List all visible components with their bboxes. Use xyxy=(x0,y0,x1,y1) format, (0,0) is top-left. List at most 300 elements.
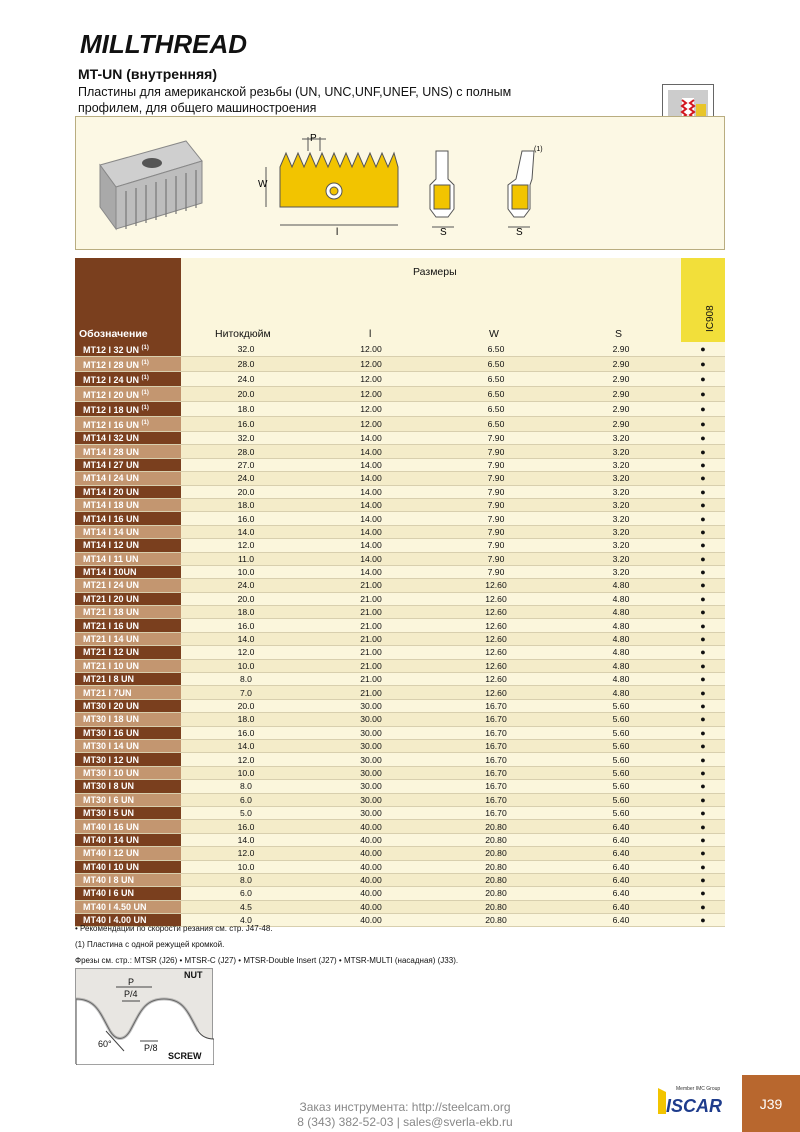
s-cell: 4.80 xyxy=(561,686,681,699)
w-cell: 20.80 xyxy=(431,860,561,873)
tpi-cell: 20.0 xyxy=(181,387,311,402)
s-cell: 4.80 xyxy=(561,673,681,686)
designation-cell: MT40 I 8 UN xyxy=(75,873,181,886)
designation-cell: MT30 I 10 UN xyxy=(75,766,181,779)
designation-cell: MT14 I 10UN xyxy=(75,565,181,578)
l-cell: 30.00 xyxy=(311,766,431,779)
tpi-cell: 27.0 xyxy=(181,458,311,471)
tpi-cell: 4.0 xyxy=(181,914,311,927)
iscar-logo xyxy=(654,1082,734,1118)
tpi-cell: 5.0 xyxy=(181,806,311,819)
s-cell: 5.60 xyxy=(561,713,681,726)
tpi-cell: 12.0 xyxy=(181,646,311,659)
designation-cell: MT14 I 18 UN xyxy=(75,498,181,511)
s-cell: 2.90 xyxy=(561,342,681,357)
table-row xyxy=(75,753,725,766)
s-cell: 3.20 xyxy=(561,472,681,485)
w-cell: 7.90 xyxy=(431,565,561,578)
table-row xyxy=(75,766,725,779)
designation-cell: MT12 I 32 UN $^{(1)}$ xyxy=(75,342,181,357)
tpi-cell: 8.0 xyxy=(181,673,311,686)
table-row xyxy=(75,900,725,913)
grade-cell: ● xyxy=(681,458,725,471)
grade-cell: ● xyxy=(681,387,725,402)
w-cell: 7.90 xyxy=(431,472,561,485)
w-cell: 7.90 xyxy=(431,512,561,525)
designation-cell: MT30 I 14 UN xyxy=(75,739,181,752)
table-row xyxy=(75,525,725,538)
s-cell: 2.90 xyxy=(561,402,681,417)
tpi-cell: 18.0 xyxy=(181,498,311,511)
inserts-table xyxy=(75,258,725,927)
l-cell: 21.00 xyxy=(311,592,431,605)
l-cell: 14.00 xyxy=(311,498,431,511)
table-row xyxy=(75,565,725,578)
s-cell: 4.80 xyxy=(561,606,681,619)
w-cell: 20.80 xyxy=(431,887,561,900)
tpi-cell: 18.0 xyxy=(181,402,311,417)
footnotes xyxy=(75,922,458,970)
l-cell: 21.00 xyxy=(311,632,431,645)
designation-cell: MT21 I 18 UN xyxy=(75,606,181,619)
col-l: l xyxy=(369,328,372,340)
l-cell: 14.00 xyxy=(311,539,431,552)
designation-cell: MT30 I 20 UN xyxy=(75,699,181,712)
l-cell: 12.00 xyxy=(311,342,431,357)
s-cell: 5.60 xyxy=(561,766,681,779)
grade-cell: ● xyxy=(681,673,725,686)
s-cell: 2.90 xyxy=(561,387,681,402)
w-cell: 20.80 xyxy=(431,873,561,886)
grade-cell: ● xyxy=(681,552,725,565)
s-cell: 3.20 xyxy=(561,539,681,552)
l-cell: 40.00 xyxy=(311,914,431,927)
grade-cell: ● xyxy=(681,565,725,578)
designation-cell: MT14 I 14 UN xyxy=(75,525,181,538)
designation-cell: MT14 I 32 UN xyxy=(75,432,181,445)
l-cell: 14.00 xyxy=(311,445,431,458)
l-cell: 21.00 xyxy=(311,606,431,619)
designation-cell: MT21 I 12 UN xyxy=(75,646,181,659)
s-cell: 2.90 xyxy=(561,372,681,387)
designation-cell: MT12 I 20 UN $^{(1)}$ xyxy=(75,387,181,402)
table-row xyxy=(75,833,725,846)
table-row xyxy=(75,873,725,886)
l-cell: 12.00 xyxy=(311,417,431,432)
l-cell: 30.00 xyxy=(311,699,431,712)
tpi-cell: 8.0 xyxy=(181,873,311,886)
grade-cell: ● xyxy=(681,860,725,873)
grade-cell: ● xyxy=(681,753,725,766)
s-cell: 5.60 xyxy=(561,699,681,712)
s-cell: 4.80 xyxy=(561,646,681,659)
grade-cell: ● xyxy=(681,342,725,357)
table-row xyxy=(75,387,725,402)
l-cell: 14.00 xyxy=(311,432,431,445)
w-cell: 12.60 xyxy=(431,686,561,699)
grade-cell: ● xyxy=(681,498,725,511)
w-cell: 20.80 xyxy=(431,914,561,927)
iscar-name-text: ISCAR xyxy=(666,1096,723,1116)
profile-label-nut: NUT xyxy=(184,970,203,980)
w-cell: 12.60 xyxy=(431,619,561,632)
designation-cell: MT21 I 20 UN xyxy=(75,592,181,605)
dim-label-s1: S xyxy=(440,227,447,238)
l-cell: 12.00 xyxy=(311,387,431,402)
grade-cell: ● xyxy=(681,847,725,860)
s-cell: 3.20 xyxy=(561,445,681,458)
footnote-marker: (1) xyxy=(141,390,149,396)
l-cell: 40.00 xyxy=(311,833,431,846)
l-cell: 30.00 xyxy=(311,806,431,819)
s-cell: 3.20 xyxy=(561,565,681,578)
designation-cell: MT14 I 20 UN xyxy=(75,485,181,498)
grade-cell: ● xyxy=(681,357,725,372)
s-cell: 3.20 xyxy=(561,458,681,471)
single-edge-note: (1) xyxy=(534,146,543,153)
page-footer xyxy=(250,1100,560,1130)
l-cell: 40.00 xyxy=(311,847,431,860)
w-cell: 12.60 xyxy=(431,579,561,592)
s-cell: 6.40 xyxy=(561,887,681,900)
table-row xyxy=(75,739,725,752)
table-row xyxy=(75,726,725,739)
table-row xyxy=(75,445,725,458)
table-body xyxy=(75,342,725,927)
designation-cell: MT12 I 18 UN $^{(1)}$ xyxy=(75,402,181,417)
tpi-cell: 12.0 xyxy=(181,847,311,860)
designation-cell: MT14 I 24 UN xyxy=(75,472,181,485)
designation-cell: MT40 I 14 UN xyxy=(75,833,181,846)
table-row xyxy=(75,357,725,372)
w-cell: 7.90 xyxy=(431,458,561,471)
table-row xyxy=(75,432,725,445)
designation-cell: MT30 I 12 UN xyxy=(75,753,181,766)
w-cell: 7.90 xyxy=(431,432,561,445)
w-cell: 12.60 xyxy=(431,632,561,645)
profile-label-angle: 60° xyxy=(98,1039,112,1049)
designation-cell: MT21 I 24 UN xyxy=(75,579,181,592)
w-cell: 16.70 xyxy=(431,753,561,766)
grade-cell: ● xyxy=(681,512,725,525)
dim-label-s2: S xyxy=(516,227,523,238)
grade-cell: ● xyxy=(681,402,725,417)
tpi-cell: 20.0 xyxy=(181,485,311,498)
l-cell: 21.00 xyxy=(311,619,431,632)
grade-cell: ● xyxy=(681,632,725,645)
designation-cell: MT40 I 4.00 UN xyxy=(75,914,181,927)
table-row xyxy=(75,860,725,873)
tpi-cell: 32.0 xyxy=(181,432,311,445)
designation-cell: MT12 I 24 UN $^{(1)}$ xyxy=(75,372,181,387)
page-number: J39 xyxy=(759,1096,783,1112)
s-cell: 6.40 xyxy=(561,900,681,913)
w-cell: 7.90 xyxy=(431,525,561,538)
grade-cell: ● xyxy=(681,592,725,605)
grade-cell: ● xyxy=(681,793,725,806)
grade-cell: ● xyxy=(681,713,725,726)
table-row xyxy=(75,659,725,672)
designation-cell: MT40 I 16 UN xyxy=(75,820,181,833)
tpi-cell: 14.0 xyxy=(181,525,311,538)
footnote-marker: (1) xyxy=(141,405,149,411)
w-cell: 16.70 xyxy=(431,699,561,712)
tpi-cell: 10.0 xyxy=(181,565,311,578)
grade-cell: ● xyxy=(681,780,725,793)
grade-cell: ● xyxy=(681,659,725,672)
grade-cell: ● xyxy=(681,432,725,445)
l-cell: 21.00 xyxy=(311,686,431,699)
grade-cell: ● xyxy=(681,619,725,632)
table-row xyxy=(75,673,725,686)
s-cell: 6.40 xyxy=(561,833,681,846)
designation-cell: MT40 I 12 UN xyxy=(75,847,181,860)
tpi-cell: 6.0 xyxy=(181,793,311,806)
s-cell: 3.20 xyxy=(561,432,681,445)
w-cell: 16.70 xyxy=(431,766,561,779)
tpi-cell: 12.0 xyxy=(181,753,311,766)
l-cell: 14.00 xyxy=(311,485,431,498)
page-title: MT-UN (внутренняя) xyxy=(78,66,218,82)
w-cell: 12.60 xyxy=(431,659,561,672)
l-cell: 12.00 xyxy=(311,357,431,372)
tpi-cell: 28.0 xyxy=(181,357,311,372)
w-cell: 7.90 xyxy=(431,552,561,565)
s-cell: 3.20 xyxy=(561,498,681,511)
dim-label-l: l xyxy=(336,227,339,238)
insert-side-view xyxy=(430,151,454,227)
w-cell: 7.90 xyxy=(431,498,561,511)
grade-cell: ● xyxy=(681,820,725,833)
designation-cell: MT30 I 8 UN xyxy=(75,780,181,793)
profile-label-screw: SCREW xyxy=(168,1051,202,1061)
col-tpi: Нитокдюйм xyxy=(215,328,271,340)
w-cell: 6.50 xyxy=(431,417,561,432)
grade-cell: ● xyxy=(681,766,725,779)
note-cutting-speed: • Рекомендации по скорости резания см. стр. J47-48. xyxy=(75,924,273,933)
profile-label-p4: P/4 xyxy=(124,989,138,999)
w-cell: 16.70 xyxy=(431,713,561,726)
tpi-cell: 12.0 xyxy=(181,539,311,552)
note-single-edge: (1) Пластина с одной режущей кромкой. xyxy=(75,940,225,949)
table-row xyxy=(75,498,725,511)
table-row xyxy=(75,847,725,860)
tpi-cell: 10.0 xyxy=(181,766,311,779)
grade-cell: ● xyxy=(681,646,725,659)
footer-contacts[interactable]: 8 (343) 382-52-03 | sales@sverla-ekb.ru xyxy=(297,1115,513,1129)
w-cell: 16.70 xyxy=(431,739,561,752)
insert-drawing-panel xyxy=(75,116,725,250)
s-cell: 4.80 xyxy=(561,579,681,592)
w-cell: 6.50 xyxy=(431,387,561,402)
w-cell: 6.50 xyxy=(431,357,561,372)
tpi-cell: 16.0 xyxy=(181,512,311,525)
footer-order-link[interactable]: Заказ инструмента: http://steelcam.org xyxy=(299,1100,511,1114)
l-cell: 21.00 xyxy=(311,673,431,686)
tpi-cell: 7.0 xyxy=(181,686,311,699)
tpi-cell: 14.0 xyxy=(181,632,311,645)
l-cell: 12.00 xyxy=(311,402,431,417)
l-cell: 30.00 xyxy=(311,713,431,726)
s-cell: 4.80 xyxy=(561,592,681,605)
tpi-cell: 11.0 xyxy=(181,552,311,565)
w-cell: 7.90 xyxy=(431,445,561,458)
table-row xyxy=(75,417,725,432)
page-subtitle xyxy=(78,84,598,116)
s-cell: 4.80 xyxy=(561,619,681,632)
profile-label-p8: P/8 xyxy=(144,1043,158,1053)
col-s: S xyxy=(615,328,623,340)
w-cell: 7.90 xyxy=(431,485,561,498)
w-cell: 12.60 xyxy=(431,673,561,686)
s-cell: 6.40 xyxy=(561,860,681,873)
grade-cell: ● xyxy=(681,372,725,387)
designation-cell: MT21 I 14 UN xyxy=(75,632,181,645)
table-row xyxy=(75,458,725,471)
col-designation: Обозначение xyxy=(79,328,148,340)
designation-cell: MT14 I 11 UN xyxy=(75,552,181,565)
table-row xyxy=(75,606,725,619)
designation-cell: MT30 I 18 UN xyxy=(75,713,181,726)
designation-cell: MT21 I 16 UN xyxy=(75,619,181,632)
tpi-cell: 24.0 xyxy=(181,579,311,592)
note-cutters: Фрезы см. стр.: MTSR (J26) • MTSR-C (J27) • MTSR-Double Insert (J27) • MTSR-MULTI (насадная) (J33). xyxy=(75,956,459,965)
s-cell: 4.80 xyxy=(561,659,681,672)
table-row xyxy=(75,592,725,605)
designation-cell: MT14 I 16 UN xyxy=(75,512,181,525)
l-cell: 12.00 xyxy=(311,372,431,387)
tpi-cell: 28.0 xyxy=(181,445,311,458)
table-row xyxy=(75,402,725,417)
designation-cell: MT21 I 7UN xyxy=(75,686,181,699)
table-row xyxy=(75,372,725,387)
s-cell: 2.90 xyxy=(561,357,681,372)
tpi-cell: 10.0 xyxy=(181,860,311,873)
tpi-cell: 18.0 xyxy=(181,606,311,619)
profile-label-p: P xyxy=(128,977,135,987)
s-cell: 5.60 xyxy=(561,780,681,793)
grade-cell: ● xyxy=(681,739,725,752)
table-header xyxy=(75,258,725,342)
grade-cell: ● xyxy=(681,472,725,485)
l-cell: 14.00 xyxy=(311,458,431,471)
table-row xyxy=(75,887,725,900)
l-cell: 30.00 xyxy=(311,793,431,806)
l-cell: 14.00 xyxy=(311,552,431,565)
tpi-cell: 8.0 xyxy=(181,780,311,793)
tpi-cell: 32.0 xyxy=(181,342,311,357)
dim-label-w: W xyxy=(258,179,268,190)
s-cell: 3.20 xyxy=(561,485,681,498)
table-row xyxy=(75,793,725,806)
designation-cell: MT12 I 16 UN $^{(1)}$ xyxy=(75,417,181,432)
tpi-cell: 16.0 xyxy=(181,619,311,632)
subtitle-line-1: Пластины для американской резьбы (UN, UNC,UNF,UNEF, UNS) с полным xyxy=(78,85,512,99)
w-cell: 20.80 xyxy=(431,833,561,846)
w-cell: 7.90 xyxy=(431,539,561,552)
w-cell: 12.60 xyxy=(431,606,561,619)
table-row xyxy=(75,820,725,833)
tpi-cell: 14.0 xyxy=(181,739,311,752)
l-cell: 30.00 xyxy=(311,726,431,739)
tpi-cell: 16.0 xyxy=(181,417,311,432)
grade-cell: ● xyxy=(681,606,725,619)
tpi-cell: 20.0 xyxy=(181,592,311,605)
l-cell: 21.00 xyxy=(311,646,431,659)
tpi-cell: 16.0 xyxy=(181,820,311,833)
logo-text: MILLTHREAD xyxy=(80,29,248,59)
grade-cell: ● xyxy=(681,806,725,819)
w-cell: 16.70 xyxy=(431,726,561,739)
col-w: W xyxy=(489,328,499,340)
tpi-cell: 14.0 xyxy=(181,833,311,846)
l-cell: 30.00 xyxy=(311,753,431,766)
tpi-cell: 16.0 xyxy=(181,726,311,739)
s-cell: 6.40 xyxy=(561,914,681,927)
l-cell: 30.00 xyxy=(311,780,431,793)
designation-cell: MT21 I 8 UN xyxy=(75,673,181,686)
w-cell: 16.70 xyxy=(431,780,561,793)
w-cell: 6.50 xyxy=(431,372,561,387)
table-row xyxy=(75,579,725,592)
designation-cell: MT40 I 6 UN xyxy=(75,887,181,900)
grade-cell: ● xyxy=(681,887,725,900)
table-row xyxy=(75,686,725,699)
s-cell: 5.60 xyxy=(561,753,681,766)
s-cell: 3.20 xyxy=(561,525,681,538)
tpi-cell: 6.0 xyxy=(181,887,311,900)
s-cell: 4.80 xyxy=(561,632,681,645)
footnote-marker: (1) xyxy=(141,345,149,351)
tpi-cell: 10.0 xyxy=(181,659,311,672)
insert-side-view-single-edge xyxy=(508,151,534,227)
s-cell: 5.60 xyxy=(561,793,681,806)
grade-cell: ● xyxy=(681,699,725,712)
w-cell: 16.70 xyxy=(431,806,561,819)
tpi-cell: 24.0 xyxy=(181,472,311,485)
l-cell: 40.00 xyxy=(311,873,431,886)
l-cell: 14.00 xyxy=(311,512,431,525)
w-cell: 12.60 xyxy=(431,646,561,659)
s-cell: 6.40 xyxy=(561,820,681,833)
grade-cell: ● xyxy=(681,686,725,699)
w-cell: 20.80 xyxy=(431,900,561,913)
l-cell: 21.00 xyxy=(311,659,431,672)
designation-cell: MT14 I 12 UN xyxy=(75,539,181,552)
w-cell: 6.50 xyxy=(431,402,561,417)
grade-cell: ● xyxy=(681,900,725,913)
l-cell: 40.00 xyxy=(311,860,431,873)
s-cell: 5.60 xyxy=(561,739,681,752)
designation-cell: MT30 I 16 UN xyxy=(75,726,181,739)
l-cell: 40.00 xyxy=(311,820,431,833)
insert-front-view xyxy=(266,137,398,225)
designation-cell: MT40 I 4.50 UN xyxy=(75,900,181,913)
grade-cell: ● xyxy=(681,873,725,886)
table-row xyxy=(75,699,725,712)
designation-cell: MT21 I 10 UN xyxy=(75,659,181,672)
w-cell: 6.50 xyxy=(431,342,561,357)
subtitle-line-2: профилем, для общего машиностроения xyxy=(78,101,317,115)
tpi-cell: 20.0 xyxy=(181,699,311,712)
tpi-cell: 18.0 xyxy=(181,713,311,726)
table-row xyxy=(75,806,725,819)
grade-cell: ● xyxy=(681,539,725,552)
table-row xyxy=(75,342,725,357)
s-cell: 5.60 xyxy=(561,726,681,739)
grade-cell: ● xyxy=(681,833,725,846)
designation-cell: MT30 I 5 UN xyxy=(75,806,181,819)
